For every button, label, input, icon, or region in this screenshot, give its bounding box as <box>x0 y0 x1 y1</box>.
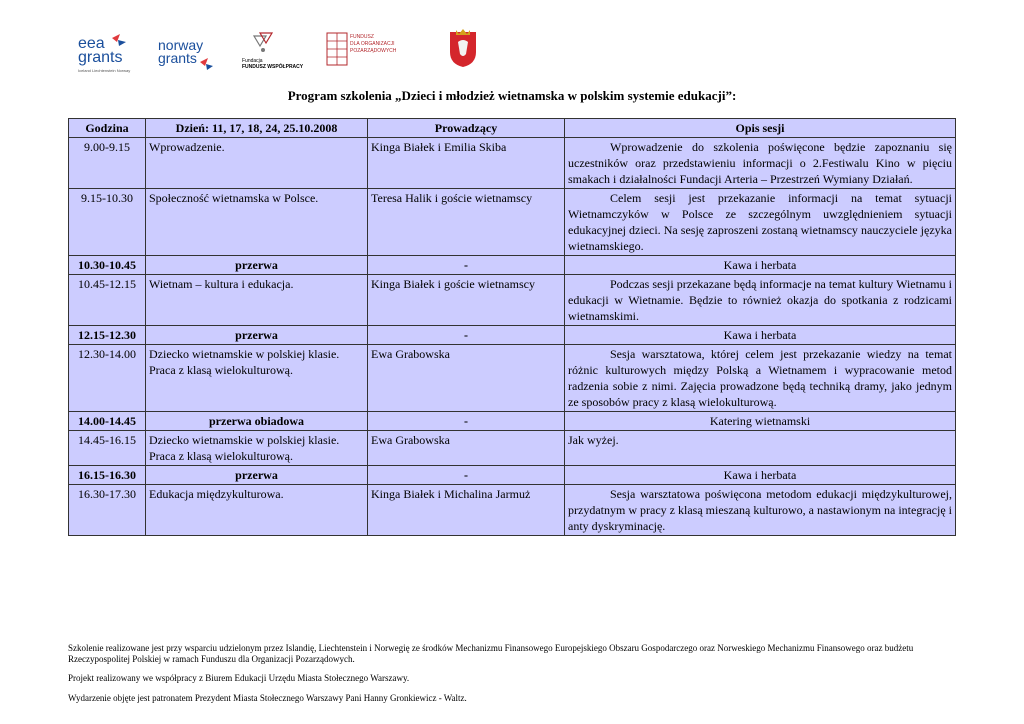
table-row <box>69 431 956 466</box>
fundusz-logo-line1: Fundacja <box>242 58 263 64</box>
session-topic: Dziecko wietnamskie w polskiej klasie. Praca z klasą wielokulturową. <box>146 431 368 466</box>
break-row <box>69 256 956 275</box>
session-topic: Dziecko wietnamskie w polskiej klasie. Praca z klasą wielokulturową. <box>146 345 368 412</box>
session-topic: Wprowadzenie. <box>146 138 368 189</box>
session-time: 9.15-10.30 <box>69 189 146 256</box>
table-row <box>69 485 956 536</box>
session-description-text: Celem sesji jest przekazanie informacji na temat sytuacji Wietnamczyków w Polsce ze szczególnym uwzględnieniem sytuacji edukacyjnej dzieci. Na sesję zaproszeni zostaną wietnamscy nauczyciele języka wietnamskiego. <box>568 191 952 253</box>
session-description <box>565 189 956 256</box>
break-lead: - <box>368 466 565 485</box>
table-row <box>69 345 956 412</box>
footer-funding-note: Szkolenie realizowane jest przy wsparciu udzielonym przez Islandię, Liechtenstein i Norwegię ze środków Mechanizmu Finansowego Europejskiego Obszaru Gospodarczego oraz Norweskiego Mechanizmu Finansowego oraz budżetu Rzeczypospolitej Polskiej w ramach Funduszu dla Organizacji Pozarządowych. <box>68 643 914 664</box>
break-lead: - <box>368 326 565 345</box>
fdop-logo-line: POZARZĄDOWYCH <box>350 48 397 54</box>
session-time: 9.00-9.15 <box>69 138 146 189</box>
break-label: przerwa <box>146 256 368 275</box>
break-row <box>69 466 956 485</box>
break-time: 16.15-16.30 <box>69 466 146 485</box>
fdop-grid-icon <box>326 32 348 68</box>
session-description-text: Sesja warsztatowa, której celem jest przekazanie wiedzy na temat różnic kulturowych między Polską a Wietnamem i wypracowanie metod radzenia sobie z nimi. Zajęcia prowadzone będą techniką dramy, jako jednym ze sposobów pracy z klasą wielokulturową. <box>568 347 952 409</box>
session-lead: Ewa Grabowska <box>368 431 565 466</box>
session-lead: Ewa Grabowska <box>368 345 565 412</box>
session-description: Jak wyżej. <box>565 431 956 466</box>
header-lead: Prowadzący <box>368 119 565 138</box>
schedule-table <box>68 118 956 536</box>
fdop-logo-line: DLA ORGANIZACJI <box>350 41 395 47</box>
session-time: 14.45-16.15 <box>69 431 146 466</box>
session-description <box>565 485 956 536</box>
table-row <box>69 275 956 326</box>
fundusz-wspolpracy-icon <box>236 28 306 58</box>
session-description <box>565 275 956 326</box>
break-row <box>69 326 956 345</box>
header-day: Dzień: 11, 17, 18, 24, 25.10.2008 <box>146 119 368 138</box>
break-description: Katering wietnamski <box>565 412 956 431</box>
footer-patronage-note: Wydarzenie objęte jest patronatem Prezydent Miasta Stołecznego Warszawy Pani Hanny Gronkiewicz - Waltz. <box>68 693 467 703</box>
break-lead: - <box>368 412 565 431</box>
session-description <box>565 345 956 412</box>
fdop-logo-text <box>350 34 396 55</box>
session-time: 12.30-14.00 <box>69 345 146 412</box>
session-topic: Wietnam – kultura i edukacja. <box>146 275 368 326</box>
break-label: przerwa <box>146 326 368 345</box>
break-time: 10.30-10.45 <box>69 256 146 275</box>
warsaw-coat-of-arms-logo <box>448 28 478 73</box>
table-row <box>69 138 956 189</box>
session-time: 10.45-12.15 <box>69 275 146 326</box>
session-description-text: Wprowadzenie do szkolenia poświęcone będzie zapoznaniu się uczestników oraz przedstawieniu informacji o 2.Festiwalu Kino w pięciu smakach i działalności Fundacji Arteria – Przestrzeń Wymiany Działań. <box>568 140 952 186</box>
break-lead: - <box>368 256 565 275</box>
session-lead: Kinga Białek i Michalina Jarmuż <box>368 485 565 536</box>
eea-logo-line1: eea <box>78 35 105 52</box>
session-time: 16.30-17.30 <box>69 485 146 536</box>
header-description: Opis sesji <box>565 119 956 138</box>
table-header-row <box>69 119 956 138</box>
session-topic: Edukacja międzykulturowa. <box>146 485 368 536</box>
norway-logo-line1: norway <box>158 37 204 53</box>
break-label: przerwa <box>146 466 368 485</box>
page-title: Program szkolenia „Dzieci i młodzież wietnamska w polskim systemie edukacji”: <box>287 88 737 103</box>
norway-logo-line2: grants <box>158 50 197 66</box>
session-description-text: Sesja warsztatowa poświęcona metodom edukacji międzykulturowej, przydatnym w pracy z klasą mieszaną kulturowo, a nastawionym na integrację i anty dyskryminację. <box>568 487 952 533</box>
session-lead: Kinga Białek i Emilia Skiba <box>368 138 565 189</box>
session-description-text: Podczas sesji przekazane będą informacje na temat kultury Wietnamu i edukacji w Wietnamie. Będzie to również okazja do spotkania z rodzicami wietnamskimi. <box>568 277 952 323</box>
session-topic: Społeczność wietnamska w Polsce. <box>146 189 368 256</box>
norway-grants-icon <box>156 28 216 78</box>
session-description <box>565 138 956 189</box>
break-description: Kawa i herbata <box>565 466 956 485</box>
fundusz-logo-line2: FUNDUSZ WSPÓŁPRACY <box>242 64 304 70</box>
session-lead: Kinga Białek i goście wietnamscy <box>368 275 565 326</box>
header-time: Godzina <box>69 119 146 138</box>
fdop-logo-line: FUNDUSZ <box>350 34 374 40</box>
eea-logo-sub: Iceland Liechtenstein Norway <box>78 68 131 73</box>
break-row <box>69 412 956 431</box>
break-description: Kawa i herbata <box>565 326 956 345</box>
break-time: 12.15-12.30 <box>69 326 146 345</box>
coat-of-arms-icon <box>448 28 478 68</box>
session-lead: Teresa Halik i goście wietnamscy <box>368 189 565 256</box>
footer-cooperation-note: Projekt realizowany we współpracy z Biurem Edukacji Urzędu Miasta Stołecznego Warszawy. <box>68 673 410 683</box>
break-time: 14.00-14.45 <box>69 412 146 431</box>
break-description: Kawa i herbata <box>565 256 956 275</box>
eea-logo-line2: grants <box>78 49 123 66</box>
break-label: przerwa obiadowa <box>146 412 368 431</box>
table-row <box>69 189 956 256</box>
